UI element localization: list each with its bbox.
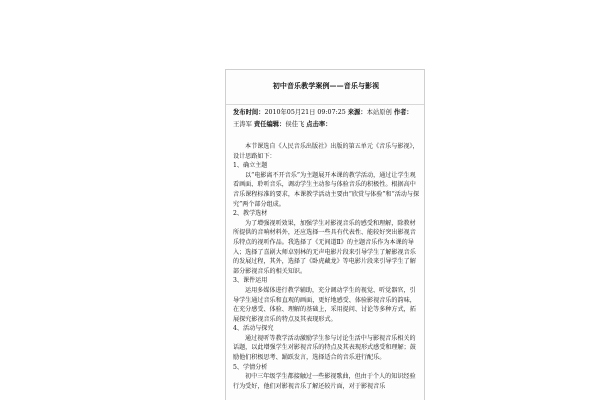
article-title: 初中音乐教学案例——音乐与影视: [272, 81, 380, 90]
published-value: 2010年05月21日 09:07:25: [264, 109, 346, 116]
section-text: 以“电影离不开音乐”为主题展开本课的教学活动，通过让学生观看画面、聆听音乐，调动学生主动参与体验音乐的积极性。根据高中音乐课程标准的要求，本课教学活动主要由“欣赏与体验”和“活动与探究”两个部分组成。: [233, 171, 420, 208]
section-text: 通过视听等教学活动激励学生参与讨论生活中与影视音乐相关的话题，以此增强学生对影视音乐的特点及其表现形式感受和理解；鼓励他们积极思考、踊跃发言，选择适合的音乐进行配乐。: [233, 334, 416, 362]
clicks-label: 点击率：: [306, 121, 332, 128]
meta-line-2: [233, 119, 421, 131]
published-label: 发布时间：: [233, 109, 265, 116]
editor-value: 侯佳飞: [285, 121, 305, 128]
author-value: 王涛军: [233, 121, 252, 128]
section-text: 运用多媒体进行教学辅助，充分调动学生的视觉、听觉器官，引导学生通过音乐和直观的画面，更好地感受、体验影视音乐的韵味，在充分感受、体验、理解的基础上，采用提问、讨论等多种方式，拓展探究影视音乐的特点及其表现形式。: [233, 286, 416, 323]
article-body: [233, 140, 421, 391]
author-label: 作者：: [393, 109, 413, 116]
article-meta: [233, 107, 421, 131]
section-text: 初中三年级学生都接触过一些影视歌曲，但由于个人的知识经验行为受好，他们对影视音乐了解还较片面，对于影视音乐: [233, 373, 416, 390]
article-intro: 本节课选自《人民音乐出版社》出版的第五单元《音乐与影视》，设计思路如下：: [233, 143, 419, 160]
section-heading: 2、教学选材: [233, 210, 268, 218]
editor-label: 责任编辑：: [253, 121, 286, 128]
section-text: 为了增强视听效果，加强学生对影视音乐的感受和理解，除教材所提供的音响材料外，还应选择一些具有代表性、能较好突出影视音乐特点的视听作品。我选择了《无间道Ⅱ》的主题音乐作为本课的导入；选择了喜剧大师卓别林的无声电影片段来引导学生了解影视音乐的发展过程，其外，选择了《卧虎藏龙》等电影片段来引导学生了解部分影视音乐的相关知识。: [233, 219, 416, 275]
section-heading: 1、确立主题: [233, 162, 268, 170]
section-heading: 5、学情分析: [233, 363, 268, 371]
source-label: 来源：: [347, 109, 367, 116]
section-heading: 4、活动与探究: [233, 325, 274, 333]
source-value: 本站原创: [366, 109, 392, 116]
article-page: [225, 69, 425, 400]
article-header: [226, 70, 425, 105]
section-heading: 3、课件运用: [233, 277, 268, 285]
meta-line-1: [233, 107, 421, 119]
